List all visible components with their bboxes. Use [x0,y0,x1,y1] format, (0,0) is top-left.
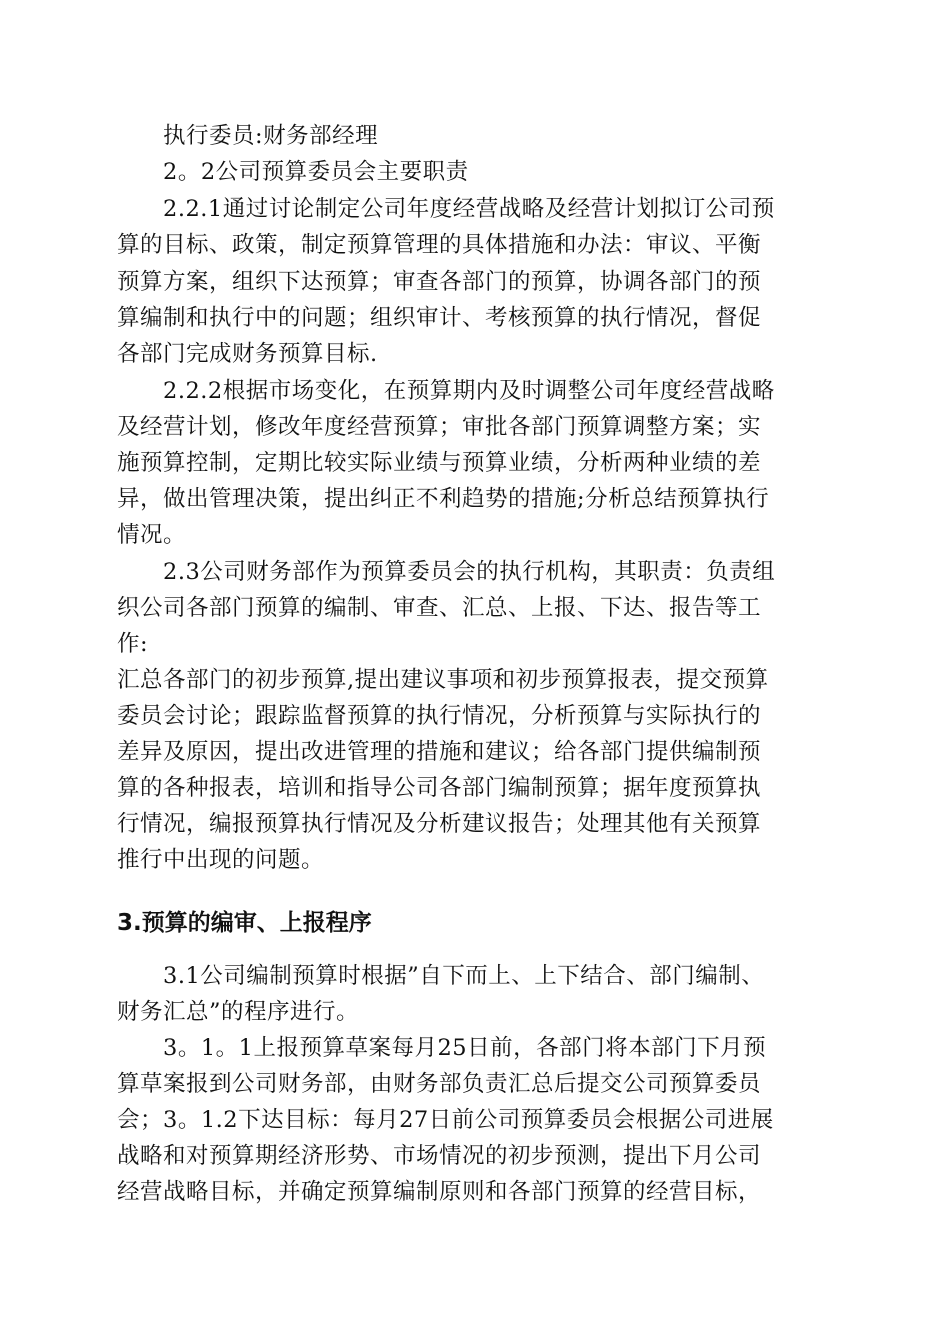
paragraph-line: 3。1。1上报预算草案每月25日前，各部门将本部门下月预 [163,1035,767,1061]
paragraph-line: 算草案报到公司财务部，由财务部负责汇总后提交公司预算委员 [117,1071,762,1097]
paragraph-line: 推行中出现的问题。 [117,847,325,873]
paragraph-line: 预算方案，组织下达预算；审查各部门的预算，协调各部门的预 [117,269,762,295]
paragraph-line: 异，做出管理决策，提出纠正不利趋势的措施;分析总结预算执行 [117,486,770,512]
paragraph-line: 算的目标、政策，制定预算管理的具体措施和办法：审议、平衡 [117,232,762,258]
paragraph-line: 战略和对预算期经济形势、市场情况的初步预测，提出下月公司 [117,1143,762,1169]
paragraph-line: 行情况，编报预算执行情况及分析建议报告；处理其他有关预算 [117,811,762,837]
paragraph-line: 算编制和执行中的问题；组织审计、考核预算的执行情况，督促 [117,305,762,331]
paragraph-line: 3.1公司编制预算时根据”自下而上、上下结合、部门编制、 [163,963,765,989]
paragraph-line: 各部门完成财务预算目标. [117,341,378,367]
paragraph-line: 委员会讨论；跟踪监督预算的执行情况，分析预算与实际执行的 [117,703,762,729]
paragraph-line: 财务汇总”的程序进行。 [117,999,360,1025]
section-heading: 3.预算的编审、上报程序 [117,910,372,936]
paragraph-line: 执行委员:财务部经理 [163,123,379,149]
paragraph-line: 会；3。1.2下达目标：每月27日前公司预算委员会根据公司进展 [117,1107,774,1133]
paragraph-line: 2.3公司财务部作为预算委员会的执行机构，其职责：负责组 [163,559,776,585]
paragraph-line: 经营战略目标，并确定预算编制原则和各部门预算的经营目标， [117,1179,762,1205]
paragraph-line: 算的各种报表，培训和指导公司各部门编制预算；据年度预算执 [117,775,762,801]
paragraph-line: 作: [117,631,149,657]
paragraph-line: 施预算控制，定期比较实际业绩与预算业绩，分析两种业绩的差 [117,450,762,476]
paragraph-line: 2。2公司预算委员会主要职责 [163,159,469,185]
paragraph-line: 情况。 [117,522,187,548]
paragraph-line: 及经营计划，修改年度经营预算；审批各部门预算调整方案；实 [117,414,762,440]
paragraph-line: 差异及原因，提出改进管理的措施和建议；给各部门提供编制预 [117,739,762,765]
paragraph-line: 2.2.1通过讨论制定公司年度经营战略及经营计划拟订公司预 [163,196,775,222]
paragraph-line: 汇总各部门的初步预算,提出建议事项和初步预算报表，提交预算 [117,667,769,693]
paragraph-line: 织公司各部门预算的编制、审查、汇总、上报、下达、报告等工 [117,595,762,621]
paragraph-line: 2.2.2根据市场变化，在预算期内及时调整公司年度经营战略 [163,378,775,404]
